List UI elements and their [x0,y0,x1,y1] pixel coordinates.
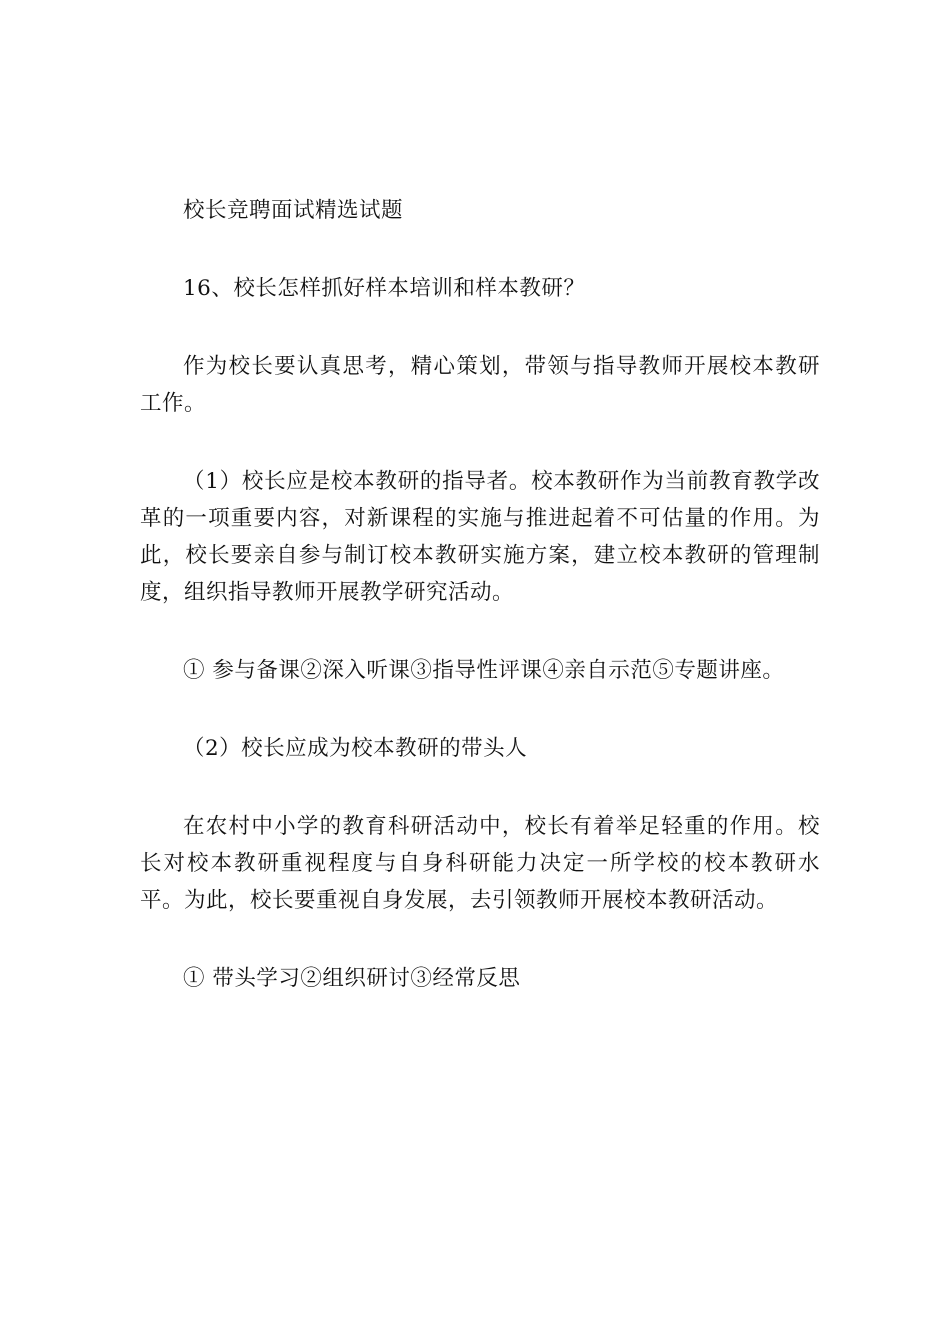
paragraph-point-2-list: ① 带头学习②组织研讨③经常反思 [183,966,521,991]
paragraph-point-2: 在农村中小学的教育科研活动中，校长有着举足轻重的作用。校长对校本教研重视程度与自身科研能力决定一所学校的校本教研水平。为此，校长要重视自身发展，去引领教师开展校本教研活动。 [140,814,820,913]
document-body [140,192,820,997]
paragraph-point-2-heading: （2）校长应成为校本教研的带头人 [183,736,528,761]
document-title: 校长竞聘面试精选试题 [183,198,404,223]
paragraph-intro: 作为校长要认真思考，精心策划，带领与指导教师开展校本教研工作。 [140,354,820,416]
paragraph-point-1-list: ① 参与备课②深入听课③指导性评课④亲自示范⑤专题讲座。 [183,658,785,683]
question-heading: 16、校长怎样抓好样本培训和样本教研？ [183,276,586,301]
paragraph-point-1: （1）校长应是校本教研的指导者。校本教研作为当前教育教学改革的一项重要内容，对新课程的实施与推进起着不可估量的作用。为此，校长要亲自参与制订校本教研实施方案，建立校本教研的管理制度，组织指导教师开展教学研究活动。 [140,469,820,605]
